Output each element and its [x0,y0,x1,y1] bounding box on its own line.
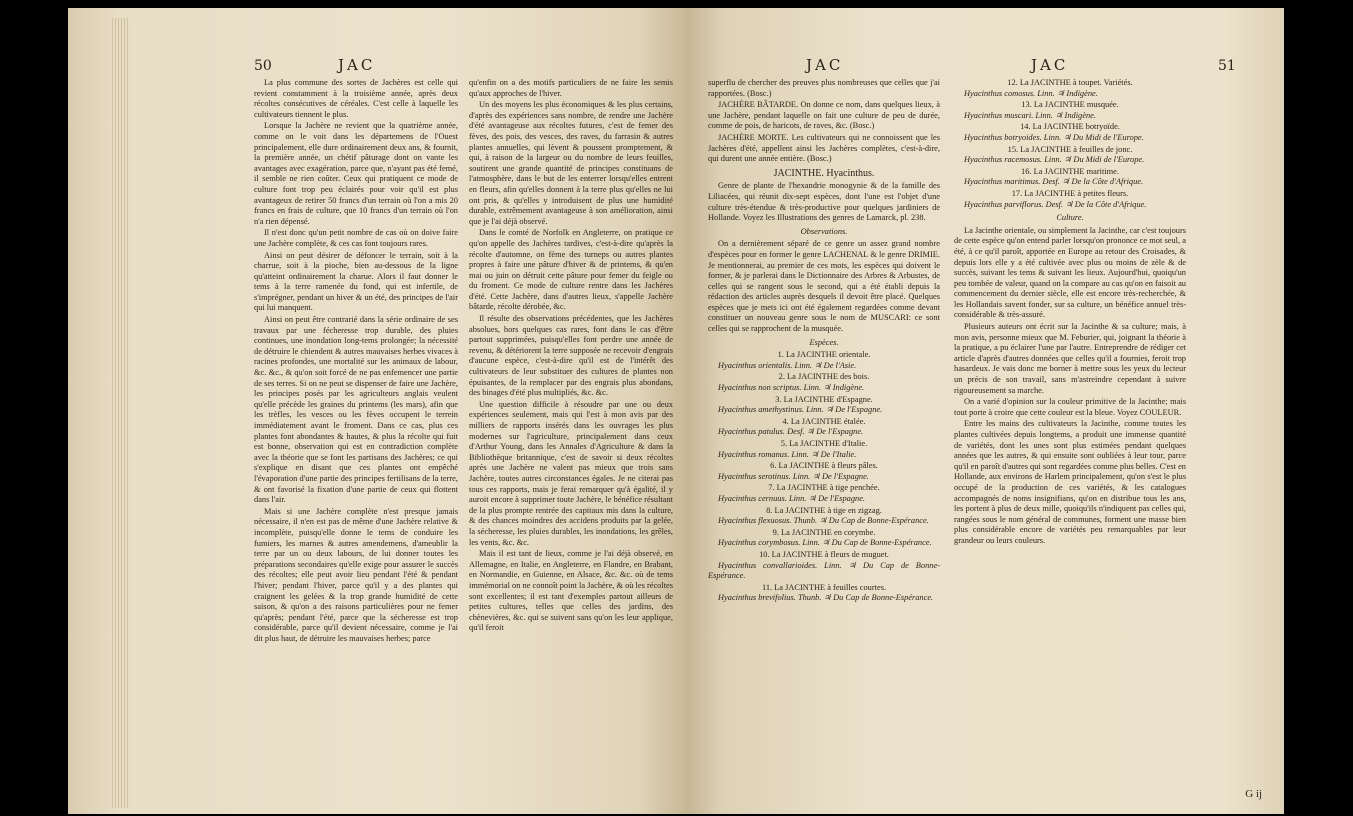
species-name: 8. La JACINTHE à tige en zigzag. [766,505,882,515]
section-title: Culture. [1056,213,1084,223]
article-heading: JACINTHE. Hyacinthus. [773,167,875,179]
species-latin: Hyacinthus non scriptus. Linn. ♃ Indigène. [718,383,865,393]
paragraph: Genre de plante de l'hexandrie monogynie & de la famille des Liliacées, qui réunit dix-sept espèces, dont l'une est l'objet d'une culture très-étendue & très-productive pour quelques jardiniers de Hollande. Voyez les Illustrations des genres de Lamarck, pl. 238. [708,181,940,223]
species-name: 11. La JACINTHE à feuilles courtes. [761,582,887,592]
species-latin: Hyacinthus patulus. Desf. ♃ De l'Espagne. [718,427,864,437]
page-edges [112,18,130,808]
species-name: 4. La JACINTHE étalée. [782,416,866,426]
species-name: 16. La JACINTHE maritime. [1021,166,1119,176]
species-name: 6. La JACINTHE à fleurs pâles. [770,461,878,471]
paragraph: On a dernièrement séparé de ce genre un assez grand nombre d'espèces pour en former le genre LACHENAL & le genre DRIMIE. Je mentionnerai, au premier de ces mots, les espèces qui doivent le former, & je parlerai dans le Dictionnaire des Arbres & Arbustes, de celles qui se rangent sous le second, qui a été établi depuis la rédaction des articles auprès desquels il devoit être placé. Quelques espèces que je mets ici ont été également regardées comme devant constituer un nouveau genre sous le nom de MUSCARI: ce sont celles qui se rapprochent de la musquée. [708,239,940,334]
paragraph: JACHÈRE MORTE. Les cultivateurs qui ne connoissent que les Jachères d'été, appellent ainsi les Jachères complètes, c'est-à-dire, qui durent une année entière. (Bosc.) [708,132,940,164]
species-name: 12. La JACINTHE à toupet. Variétés. [1007,78,1133,87]
paragraph: Ainsi on peut être contrarié dans la série ordinaire de ses travaux par une fécheresse trop durable, des pluies continues, une inondation long-tems prolongée; la nécessité de détruire le chiendent & autres mauvaises herbes vivaces à racines profondes, une mortalité sur les animaux de labour, &c. &c., & qu'on soit forcé de ne pas enfemencer une partie de ses terres. Si on ne peut se dispenser de faire une Jachère, les principes posés par les agriculteurs anglais veulent qu'elle précède les graines du printems (les mars), afin que les trèfles, les vesces ou les fèves occupent le terrein immédiatement avant le froment. Dans ce cas, plus ces plantes font abondantes & hautes, & plus la récolte qui fuit est bonne, observation qui est en contradiction complète avec la théorie que se font les partisans des Jachères; ce qui s'explique en disant que ces plantes ont empêché l'évaporation d'une partie des principes fertilisans de la terre, & ont favorisé la fixation d'une partie de ceux qui flottent dans l'air. [254,315,458,505]
left-column-2 [469,78,673,635]
left-page [68,8,686,814]
paragraph: On a varié d'opinion sur la couleur primitive de la Jacinthe; mais tout porte à croire que cette couleur est la bleue. Voyez COULEUR. [954,397,1186,417]
paragraph: Entre les mains des cultivateurs la Jacinthe, comme toutes les plantes cultivées depuis longtems, a produit une immense quantité de variétés, dont les unes sont plus estimées pendant quelques années que les autres, & qui ensuite sont oubliées à leur tour, parce qu'il en paroît d'autres qui sont regardées comme plus belles. C'est en Hollande, aux environs de Harlem principalement, qu'on s'est le plus occupé de la production de ces variétés, & les catalogues accompagnés de noms insignifians, qu'on en distribue tous les ans, les portent à plus de deux mille, quoiqu'ils n'indiquent pas celles qui, rangées sous le nom général de communes, forment une masse bien plus considérable encore de variétés peu remarquables par leur grandeur ou leurs couleurs. [954,419,1186,545]
running-head-left: JAC [338,56,376,74]
section-title: Espèces. [809,337,839,347]
paragraph: La Jacinthe orientale, ou simplement la Jacinthe, car c'est toujours de cette espèce qu'on entend parler lorsqu'on prononce ce mot seul, a été, à ce qu'il paroît, apportée en Europe au retour des Croisades, & depuis lors elle y a été cultivée avec plus ou moins de zèle & de succès, suivant les tems & suivant les lieux. Aujourd'hui, quoiqu'un peu tombée de valeur, quand on la compare au cas qu'on en faisoit au commencement du dernier siècle, elle est encore très-recherchée, & les Hollandais savent fonder, sur sa culture, un bénéfice annuel très-considérable & très-assuré. [954,225,1186,320]
species-name: 15. La JACINTHE à feuilles de jonc. [1007,144,1133,154]
species-latin: Hyacinthus convallarioides. Linn. ♃ Du Cap de Bonne-Espérance. [708,560,940,581]
paragraph: Mais si une Jachère complète n'est presque jamais nécessaire, il n'en est pas de même d'une Jachère relative & incomplète, puisqu'elle donne le tems de conduire les fumiers, les marnes & autres amendemens, d'ameublir la terre par un ou deux labours, de lui donner toutes les préparations secondaires qu'elle exige pour assurer le succès des récoltes; elle peut avoir lieu pendant l'été & pendant l'hiver; pendant l'hiver, parce qu'il y a des plantes qui craignent les gelées & la trop grande humidité de cette saison, & qu'on a des raisons particulières pour ne femer qu'après; pendant l'été, parce que la sécheresse est trop considérable, parce qu'il devient nécessaire, comme je l'ai dit plus haut, de détruire les mauvaises herbes; parce [254,506,458,643]
running-head-right: JAC [806,56,844,74]
species-name: 9. La JACINTHE en corymbe. [772,527,876,537]
running-head-right-2: JAC [1031,56,1069,74]
species-latin: Hyacinthus romanus. Linn. ♃ De l'Italie. [718,449,857,459]
species-name: 14. La JACINTHE botryoïde. [1020,122,1120,132]
paragraph: Dans le comté de Norfolk en Angleterre, on pratique ce qu'on appelle des Jachères tardives, c'est-à-dire qu'après la récolte d'automne, on fème des turneps ou autres plantes propres à faire une pâture d'hiver & de printems, & qu'en mai ou juin on détruit cette pâture pour femer du feigle ou du froment. Ce mode de culture rentre dans les Jachères d'été. Cette Jachère, dans d'autres lieux, s'appelle Jachère bâtarde, récolte dérobée, &c. [469,228,673,312]
species-name: 3. La JACINTHE d'Espagne. [775,394,873,404]
left-column-1 [254,78,458,645]
species-latin: Hyacinthus parviflorus. Desf. ♃ De la Côte d'Afrique. [964,199,1147,209]
right-column-2 [954,78,1186,548]
species-latin: Hyacinthus brevifolius. Thunb. ♃ Du Cap de Bonne-Espérance. [718,593,934,603]
page-number-left: 50 [254,58,272,74]
species-latin: Hyacinthus comosus. Linn. ♃ Indigène. [964,88,1098,98]
page-number-right: 51 [1218,58,1236,74]
section-title: Observations. [800,226,848,236]
species-list [708,350,940,604]
paragraph: Mais il est tant de lieux, comme je l'ai déjà observé, en Allemagne, en Italie, en Angleterre, en Flandre, en Brabant, en Normandie, en Guienne, en Alsace, &c. &c. où de tems immémorial on ne connoît point la Jachère, & où les récoltes sont excellentes; il est tant d'exemples partout ailleurs de petites cultures, telles que celles des jardins, des chènevières, &c. qui se suivent sans qu'on les leur applique, qu'il feroit [469,549,673,633]
paragraph: qu'enfin on a des motifs particuliers de ne faire les semis qu'aux approches de l'hiver. [469,78,673,98]
species-name: 7. La JACINTHE à tige penchée. [768,483,880,493]
species-latin: Hyacinthus cernuus. Linn. ♃ De l'Espagne. [718,493,866,503]
species-latin: Hyacinthus maritimus. Desf. ♃ De la Côte d'Afrique. [964,177,1144,187]
species-name: 5. La JACINTHE d'Italie. [780,439,868,448]
paragraph: JACHÈRE BÂTARDE. On donne ce nom, dans quelques lieux, à une Jachère, pendant laquelle on fait une culture de peu de durée, comme de pois, de haricots, de raves, &c. (Bosc.) [708,100,940,131]
species-latin: Hyacinthus muscari. Linn. ♃ Indigène. [964,110,1096,120]
species-latin: Hyacinthus corymbosus. Linn. ♃ Du Cap de Bonne-Espérance. [718,538,932,548]
species-name: 13. La JACINTHE musquée. [1021,100,1119,110]
right-column-1 [708,78,940,605]
species-latin: Hyacinthus amethystinus. Linn. ♃ De l'Espagne. [718,405,883,415]
open-book [68,8,1284,814]
species-latin: Hyacinthus botryoides. Linn. ♃ Du Midi de l'Europe. [964,132,1144,142]
species-name: 17. La JACINTHE à petites fleurs. [1011,188,1129,198]
species-name: 1. La JACINTHE orientale. [777,350,871,360]
paragraph: Plusieurs auteurs ont écrit sur la Jacinthe & sa culture; mais, à mon avis, personne mieux que M. Feburier, qui, joignant la théorie à la pratique, a pu éclairer l'une par l'autre. Entreprendre de rédiger cet article d'après d'autres données que celles qu'il a fournies, feroit trop hasardeux. Je vais donc me borner à mettre sous les yeux du lecteur un précis de son travail, sans m'astreindre cependant à suivre rigoureusement sa marche. [954,322,1186,395]
paragraph: Il n'est donc qu'un petit nombre de cas où on doive faire une Jachère complète, & ces cas font toujours rares. [254,228,458,248]
paragraph: Lorsque la Jachère ne revient que la quatrième année, comme on le voit dans les départemens de l'Ouest principalement, elle dure ordinairement deux ans, & fournit, la première année, un chétif pâturage dont on vante les avantages avec exagération, parce que, n'ayant pas été femé, il semble ne rien coûter. Ceux qui pratiquent ce mode de culture font trop peu éclairés pour voir qu'il est plus avantageux de retirer 50 francs d'un terrain où l'on a mis 20 francs en frais de culture, que 10 francs d'un terrain où l'on n'a rien dépensé. [254,121,458,226]
paragraph: superflu de chercher des preuves plus nombreuses que celles que j'ai rapportées. (Bosc.) [708,78,940,98]
printer-signature: G ij [1245,788,1262,800]
paragraph: Ainsi on peut désirer de défoncer le terrain, soit à la charrue, soit à la pioche, bien au-dessous de la ligne qu'atteint ordinairement la charue. Alors il faut donner le tems à la terre ramenée du fond, qui est infertile, de s'imprégner, pendant un hiver & un été, des principes de l'air qui lui manquent. [254,250,458,313]
species-name: 10. La JACINTHE à fleurs de muguet. [759,549,889,559]
species-name: 2. La JACINTHE des bois. [778,372,870,382]
species-latin: Hyacinthus orientalis. Linn. ♃ De l'Asie. [718,360,857,370]
right-page [686,8,1284,814]
paragraph: La plus commune des sortes de Jachères est celle qui revient constamment à la troisième année, après deux récoltes consécutives de céréales. C'est celle à laquelle les cultivateurs tiennent le plus. [254,78,458,119]
species-latin: Hyacinthus serotinus. Linn. ♃ De l'Espagne. [718,471,869,481]
paragraph: Il résulte des observations précédentes, que les Jachères absolues, hors quelques cas rares, font dans le cas d'être partout supprimées, puisqu'elles font perdre une année de revenu, & détériorent la terre supposée ne recevoir d'engrais d'aucune espèce, c'est-à-dire qu'il est de l'intérêt des cultivateurs de leur substituer des cultures de plantes non épuisantes, de la remplacer par des engrais plus abondans, des binages d'été plus multipliés, &c. &c. [469,314,673,398]
paragraph: Une question difficile à résoudre par une ou deux expériences seulement, mais qui l'est à mon avis par des milliers de rapports insérés dans les ouvrages les plus modernes sur l'agriculture, principalement dans ceux d'Arthur Young, dans les Annales d'Agriculture & dans la Bibliothèque britannique, c'est de savoir si deux récoltes après une Jachère ne valent pas mieux que trois sans Jachère, toutes autres circonstances égales. Je ne citerai pas tous ces rapports, mais je ferai remarquer qu'à égalité, il y auroit encore à supprimer toute Jachère, le bénéfice résultant de la plus prompte rentrée des capitaux mis dans la culture, & des chances moindres des accidens produits par la gelée, la sécheresse, les pluies durables, les inondations, les grêles, les vents, &c. &c. [469,399,673,547]
species-latin: Hyacinthus racemosus. Linn. ♃ Du Midi de l'Europe. [964,155,1145,165]
species-latin: Hyacinthus flexuosus. Thunb. ♃ Du Cap de Bonne-Espérance. [718,516,929,526]
paragraph: Un des moyens les plus économiques & les plus certains, d'après des expériences sans nombre, de rendre une Jachère d'été avantageuse aux récoltes futures, c'est de femer des fèves, des pois, des vesces, des raves, du farrasin & autres plantes annuelles, qui lèvent & poussent promptement, & qui, à raison de la largeur ou du nombre de leurs feuilles, soutirent une grande quantité de principes constituans de l'atmosphère, dans le but de les enterrer lorsqu'elles entrent en fleurs, afin qu'elles donnent à la terre plus qu'elles ne lui ont pris, & qu'elles y introduisent de plus une humidité durable, extrêmement avantageuse à son amélioration, ainsi que je l'ai déjà observé. [469,100,673,226]
